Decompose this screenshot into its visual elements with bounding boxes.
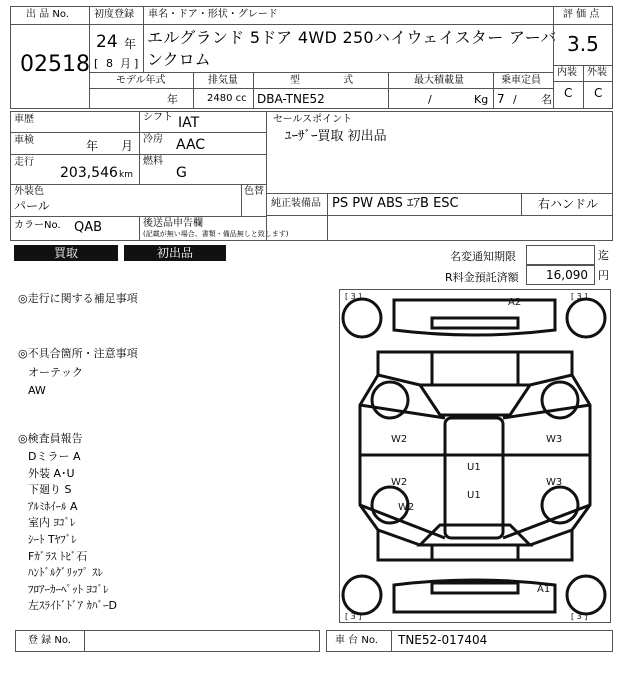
ac-label: 冷房 — [143, 134, 163, 145]
fuel-value: G — [176, 165, 187, 181]
sales-point-text: ﾕｰｻﾞｰ買取 初出品 — [285, 129, 387, 144]
car-name-line1: エルグランド 5ドア 4WD 250ハイウェイスター アーバ — [147, 28, 557, 47]
chassis-no-label: 車 台 No. — [335, 635, 378, 646]
docs-label: 後送品申告欄 — [143, 218, 203, 229]
steering-value: 右ハンドル — [538, 197, 599, 211]
damage-mark: U1 — [467, 462, 481, 473]
rear-plate — [432, 583, 518, 593]
damage-mark: W2 — [398, 502, 415, 513]
recycle-amount: 16,090 — [546, 268, 588, 282]
inspection-year-unit: 年 — [86, 139, 99, 153]
name-change-suffix: 迄 — [598, 249, 609, 262]
rear-view — [394, 580, 555, 612]
mileage-label: 走行 — [14, 157, 34, 168]
displacement: 2480 cc — [207, 93, 247, 104]
corner-label-top-right: [ 3 ] — [571, 292, 588, 301]
score-label: 評 価 点 — [563, 9, 600, 20]
corner-label-bottom-right: [ 3 ] — [571, 612, 588, 621]
ac-value: AAC — [176, 137, 206, 153]
exterior-label: 外装 — [587, 67, 607, 78]
corner-label-top-left: [ 3 ] — [345, 292, 362, 301]
damage-mark: U1 — [467, 490, 481, 501]
damage-mark: A1 — [537, 584, 551, 595]
max-load-separator: / — [428, 93, 432, 106]
interior-label: 内装 — [557, 67, 577, 78]
model-year-label: モデル年式 — [116, 75, 166, 86]
damage-mark: W2 — [391, 434, 408, 445]
repaint-label: 色替 — [244, 186, 264, 197]
history-label: 車歴 — [14, 114, 34, 125]
exterior-color-label: 外装色 — [14, 186, 44, 197]
capacity-separator: / — [513, 93, 517, 106]
capacity-unit: 名 — [541, 93, 552, 106]
fuel-label: 燃料 — [143, 156, 163, 167]
interior-grade: C — [564, 86, 573, 100]
recycle-label: R料金預託済額 — [445, 271, 519, 284]
name-change-label: 名変通知期限 — [450, 250, 516, 263]
type-label: 型 式 — [290, 75, 354, 86]
inspector-item: ﾊﾝﾄﾞﾙｸﾞﾘｯﾌﾟ ｽﾚ — [28, 566, 103, 580]
defects-title: ◎不具合箇所・注意事項 — [18, 347, 138, 360]
driving-notes-title: ◎走行に関する補足事項 — [18, 292, 138, 305]
registration-month-unit: 月 — [120, 57, 131, 70]
inspector-item: Fｶﾞﾗｽ ﾄﾋﾞ石 — [28, 549, 88, 563]
first-registration-label: 初度登録 — [94, 9, 134, 20]
chassis-no-value: TNE52-017404 — [398, 633, 488, 647]
defect-item: AW — [28, 384, 46, 397]
wheel-icon — [343, 299, 381, 337]
damage-mark: A2 — [508, 297, 522, 308]
defect-item: オーテック — [28, 366, 83, 379]
mileage-unit: km — [119, 170, 133, 180]
inspector-item: Dミラー A — [28, 450, 81, 463]
displacement-label: 排気量 — [208, 75, 238, 86]
exterior-color-value: パール — [14, 199, 50, 213]
front-grille — [432, 318, 518, 328]
equipment-value: PS PW ABS ｴｱB ESC — [332, 196, 459, 211]
equipment-label: 純正装備品 — [271, 198, 321, 209]
damage-mark: W3 — [546, 434, 563, 445]
car-name-label: 車名・ドア・形状・グレード — [148, 9, 278, 20]
wheel-icon — [567, 299, 605, 337]
car-name-line2: ンクロム — [147, 50, 211, 69]
registration-year: 24 — [96, 32, 118, 52]
inspector-title: ◎検査員報告 — [18, 432, 83, 445]
inspector-item: 下廻り S — [28, 483, 72, 497]
registration-no-label: 登 録 No. — [28, 635, 71, 646]
inspection-month-unit: 月 — [121, 139, 134, 153]
inspector-item: ｱﾙﾐﾎｲｰﾙ A — [28, 499, 78, 513]
wheel-icon — [567, 576, 605, 614]
docs-note: (記載が無い場合、書類・備品無しと致します) — [143, 230, 289, 238]
first-listing-tag: 初出品 — [124, 245, 226, 261]
inspector-item: ﾌﾛｱｰｶｰﾍﾟｯﾄ ﾖｺﾞﾚ — [28, 582, 109, 596]
inspector-item: 外装 A･U — [28, 466, 75, 480]
capacity-label: 乗車定員 — [501, 75, 541, 86]
damage-mark: W3 — [546, 477, 563, 488]
recycle-unit: 円 — [598, 269, 609, 282]
max-load-unit: Kg — [474, 93, 489, 106]
shift-value: IAT — [178, 115, 200, 131]
corner-label-bottom-left: [ 3 ] — [345, 612, 362, 621]
inspector-item: 室内 ﾖｺﾞﾚ — [28, 516, 76, 530]
registration-year-unit: 年 — [124, 37, 137, 51]
damage-mark: W2 — [391, 477, 408, 488]
max-load-label: 最大積載量 — [414, 75, 464, 86]
inspection-label: 車検 — [14, 135, 34, 146]
model-year-unit: 年 — [167, 93, 178, 106]
inspector-item: ｼｰﾄ Tﾔﾌﾞﾚ — [28, 532, 77, 546]
lot-number-label: 出 品 No. — [26, 9, 69, 20]
buyback-tag: 買取 — [14, 245, 118, 261]
mileage-value: 203,546 — [60, 165, 118, 181]
wheel-icon — [343, 576, 381, 614]
inspector-item: 左ｽﾗｲﾄﾞﾄﾞｱ ｶﾊﾞｰD — [28, 599, 117, 613]
shift-label: シフト — [143, 112, 173, 123]
roof — [445, 418, 503, 538]
registration-month-bracket: [ — [94, 57, 99, 70]
registration-month: 8 — [106, 57, 113, 70]
color-no-value: QAB — [74, 220, 103, 235]
overall-score: 3.5 — [567, 32, 599, 56]
exterior-grade: C — [594, 86, 603, 100]
capacity: 7 — [497, 92, 505, 106]
sales-point-label: セールスポイント — [273, 114, 353, 125]
type-value: DBA-TNE52 — [257, 92, 325, 106]
lot-number: 02518 — [20, 52, 90, 77]
color-no-label: カラーNo. — [14, 220, 61, 231]
